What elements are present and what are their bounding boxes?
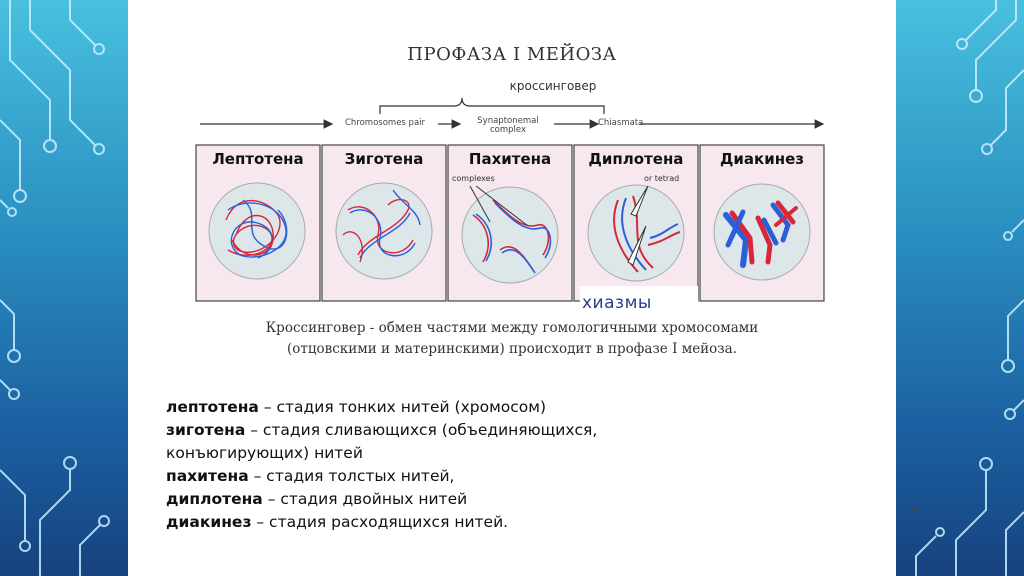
figure-caption bbox=[128, 318, 896, 360]
slide bbox=[128, 0, 920, 576]
crossing-over-label: кроссинговер bbox=[509, 79, 597, 93]
stage-panel-zygotene bbox=[322, 145, 446, 301]
note-complexes: complexes bbox=[452, 174, 495, 183]
definition-zygotene bbox=[166, 419, 766, 442]
stage-panel-diplotene bbox=[574, 145, 698, 308]
chiasma-label: хиазмы bbox=[582, 293, 652, 313]
note-or-tetrad: or tetrad bbox=[644, 174, 680, 183]
arrow-label-synaptonemal-complex: Synaptonemal complex bbox=[477, 116, 539, 135]
stage-title-diplotene: Диплотена bbox=[588, 150, 684, 168]
stage-title-pachytene: Пахитена bbox=[468, 150, 552, 168]
definition-text: – стадия расходящихся нитей. bbox=[251, 513, 509, 531]
stage-panel-diakinesis bbox=[700, 145, 824, 301]
stage-title-leptotene: Лептотена bbox=[212, 150, 304, 168]
definition-term: диплотена bbox=[166, 490, 263, 508]
stage-panel-leptotene bbox=[196, 145, 320, 301]
circuit-decoration-right bbox=[896, 0, 1024, 576]
stage-title-diakinesis: Диакинез bbox=[720, 150, 804, 168]
arrow-label-chromosomes-pair: Chromosomes pair bbox=[344, 118, 426, 128]
circuit-decoration-left bbox=[0, 0, 128, 576]
definition-text: конъюгирующих) нитей bbox=[166, 444, 363, 462]
definitions-list bbox=[166, 396, 766, 534]
caption-line-2: (отцовскими и материнскими) происходит в профазе I мейоза. bbox=[286, 341, 738, 357]
definition-term: лептотена bbox=[166, 398, 259, 416]
caption-line-1: Кроссинговер - обмен частями между гомологичными хромосомами bbox=[265, 320, 759, 336]
definition-diplotene bbox=[166, 488, 766, 511]
definition-term: зиготена bbox=[166, 421, 246, 439]
definition-text: – стадия толстых нитей, bbox=[248, 467, 455, 485]
definition-diakinesis bbox=[166, 511, 766, 534]
stage-title-zygotene: Зиготена bbox=[344, 150, 424, 168]
definition-text: – стадия тонких нитей (хромосом) bbox=[258, 398, 546, 416]
definition-term: пахитена bbox=[166, 467, 249, 485]
arrow-label-chiasmata: Chiasmata bbox=[598, 118, 644, 128]
definition-text: – стадия сливающихся (объединяющихся, bbox=[245, 421, 598, 439]
definition-text: – стадия двойных нитей bbox=[262, 490, 468, 508]
figure-title: ПРОФАЗА I МЕЙОЗА bbox=[407, 44, 617, 65]
page-number: 34 bbox=[908, 506, 920, 516]
crossing-over-bracket bbox=[380, 98, 604, 114]
definition-zygotene-continued bbox=[166, 442, 766, 465]
definition-pachytene bbox=[166, 465, 766, 488]
definition-leptotene bbox=[166, 396, 766, 419]
stage-panel-pachytene bbox=[448, 145, 572, 301]
definition-term: диакинез bbox=[166, 513, 252, 531]
